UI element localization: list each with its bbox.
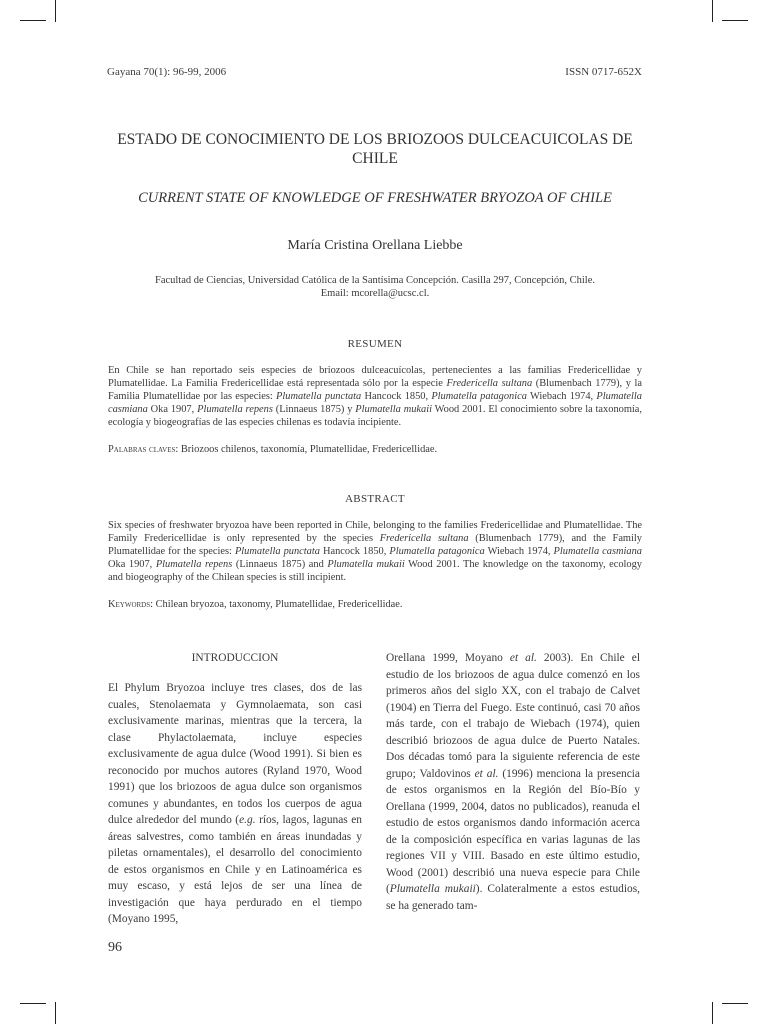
issn: ISSN 0717-652X bbox=[565, 66, 642, 78]
species-name: Plumatella casmiana bbox=[553, 545, 642, 557]
keywords: Keywords: Chilean bryozoa, taxonomy, Plumatellidae, Fredericellidae. bbox=[108, 599, 403, 610]
journal-citation: Gayana 70(1): 96-99, 2006 bbox=[107, 66, 227, 78]
abstract-paragraph: Six species of freshwater bryozoa have been reported in Chile, belonging to the families Fredericellidae and Plumatellidae. The Family Fredericellidae is only represented by the species Fredericella sultana (Blumenbach 1779), and the Family Plumatellidae for the species: Plumatella punctata Hancock 1850, Plumatella patagonica Wiebach 1974, Plumatella casmiana Oka 1907, Plumatella repens (Linnaeus 1875) and Plumatella mukaii Wood 2001. The knowledge on the taxonomy, ecology and biogeography of the Chilean species is still incipient. bbox=[108, 520, 642, 583]
title-english: CURRENT STATE OF KNOWLEDGE OF FRESHWATER BRYOZOA OF CHILE bbox=[138, 190, 612, 206]
species-name: Plumatella casmiana bbox=[108, 390, 642, 415]
crop-mark bbox=[20, 20, 46, 21]
species-name: Plumatella repens bbox=[155, 558, 233, 570]
keywords-label: Keywords: bbox=[108, 599, 154, 610]
intro-paragraph-continued: Orellana 1999, Moyano et al. 2003). En Chile el estudio de los briozoos de agua dulce comenzó en los primeros años del siglo XX, con el trabajo de Calvet (1904) en Tierra del Fuego. Este continuó, casi 70 años más tarde, con el trabajo de Wiebach (1974), quien describió briozoos de agua dulce de Puerto Natales. Dos décadas tomó para la siguiente referencia de este grupo; Valdovinos et al. (1996) menciona la presencia de estos organismos en la Región del Bío-Bío y Orellana (1999, 2004, datos no publicados), reanuda el estudio de estos organismos dando información acerca de la composición específica en varias lagunas de las regiones VII y VIII. Basado en este último estudio, Wood (2001) describió una nueva especie para Chile (Plumatella mukaii). Colateralmente a estos estudios, se ha generado tam- bbox=[386, 652, 640, 912]
body-column-right bbox=[386, 650, 640, 914]
resumen-paragraph: En Chile se han reportado seis especies de briozoos dulceacuícolas, pertenecientes a las familias Fredericellidae y Plumatellidae. La Familia Fredericellidae está representada sólo por la especie Fredericella sultana (Blumenbach 1779), y la Familia Plumatellidae por las especies: Plumatella punctata Hancock 1850, Plumatella patagonica Wiebach 1974, Plumatella casmiana Oka 1907, Plumatella repens (Linnaeus 1875) y Plumatella mukaii Wood 2001. El conocimiento sobre la taxonomía, ecología y biogeografías de las especies chilenas es todavía incipiente. bbox=[108, 365, 643, 428]
keywords-label: Palabras claves: bbox=[108, 444, 179, 455]
crop-mark bbox=[55, 0, 56, 22]
affiliation bbox=[100, 274, 650, 300]
crop-mark bbox=[20, 1003, 46, 1004]
title-spanish: ESTADO DE CONOCIMIENTO DE LOS BRIOZOOS DULCEACUICOLAS DE CHILE bbox=[117, 131, 633, 167]
species-name: Plumatella mukaii bbox=[389, 883, 476, 895]
species-name: Plumatella mukaii bbox=[355, 403, 433, 415]
abstract-heading: ABSTRACT bbox=[345, 493, 405, 505]
crop-mark bbox=[722, 20, 748, 21]
intro-heading: INTRODUCCION bbox=[191, 652, 279, 664]
species-name: Plumatella punctata bbox=[234, 545, 320, 557]
species-name: Fredericella sultana bbox=[446, 377, 533, 389]
species-name: Plumatella patagonica bbox=[431, 390, 527, 402]
author-email: Email: mcorella@ucsc.cl. bbox=[320, 288, 430, 299]
palabras-claves: Palabras claves: Briozoos chilenos, taxonomía, Plumatellidae, Fredericellidae. bbox=[108, 444, 438, 455]
resumen-heading: RESUMEN bbox=[347, 338, 403, 350]
page-number: 96 bbox=[108, 940, 122, 955]
species-name: Plumatella punctata bbox=[276, 390, 362, 402]
species-name: Plumatella repens bbox=[197, 403, 273, 415]
species-name: Plumatella mukaii bbox=[327, 558, 405, 570]
species-name: Fredericella sultana bbox=[379, 532, 469, 544]
species-name: Plumatella patagonica bbox=[389, 545, 485, 557]
crop-mark bbox=[722, 1003, 748, 1004]
crop-mark bbox=[712, 1002, 713, 1024]
affiliation-line: Facultad de Ciencias, Universidad Católica de la Santísima Concepción. Casilla 297, Concepción, Chile. bbox=[154, 275, 596, 286]
crop-mark bbox=[712, 0, 713, 22]
intro-paragraph: El Phylum Bryozoa incluye tres clases, dos de las cuales, Stenolaemata y Gymnolaemata, son casi exclusivamente marinas, mientras que la tercera, la clase Phylactolaemata, incluye especies exclusivamente de agua dulce (Wood 1991). Si bien es reconocido por muchos autores (Ryland 1970, Wood 1991) que los briozoos de agua dulce son organismos comunes y abundantes, en todos los cuerpos de agua dulce alrededor del mundo (e.g. ríos, lagos, lagunas en áreas salvestres, como también en áreas inundadas y piletas ornamentales), el desarrollo del conocimiento de estos organismos en Chile y en Latinoamérica es muy escaso, y está lejos de ser una línea de investigación que haya perdurado en el tiempo (Moyano 1995, bbox=[108, 682, 362, 925]
author-name: María Cristina Orellana Liebbe bbox=[287, 238, 463, 253]
body-column-left bbox=[108, 650, 362, 928]
crop-mark bbox=[55, 1002, 56, 1024]
